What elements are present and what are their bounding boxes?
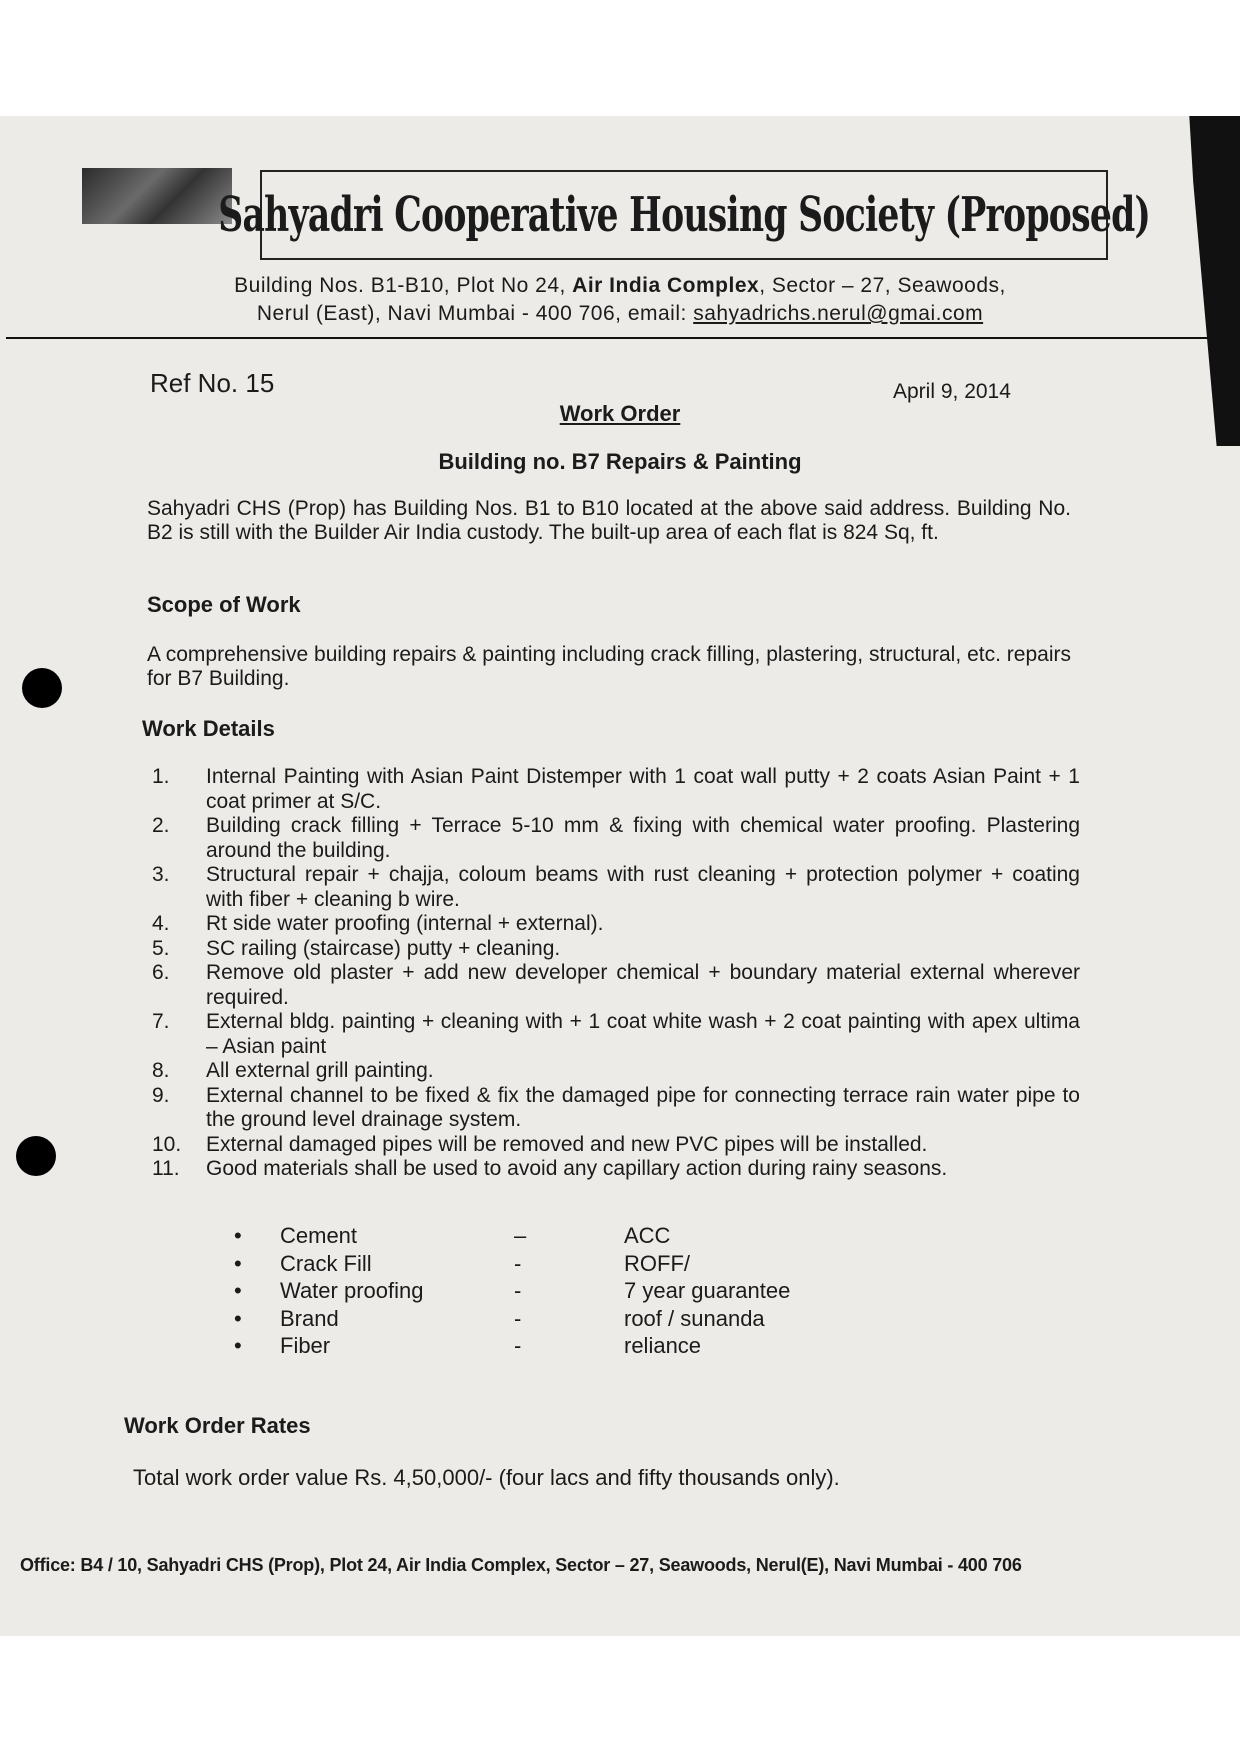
item-text: Building crack filling + Terrace 5-10 mm & fixing with chemical water proofing. Plastering around the building. <box>206 814 1080 862</box>
rates-title: Work Order Rates <box>124 1413 311 1438</box>
material-name: Fiber <box>280 1333 331 1359</box>
item-number: 9. <box>152 1083 170 1107</box>
list-item <box>140 937 1080 962</box>
material-value: roof / sunanda <box>624 1305 765 1331</box>
item-number: 3. <box>152 863 170 886</box>
list-item <box>140 814 1080 863</box>
material-name: Cement <box>280 1223 358 1248</box>
material-dash: - <box>514 1305 522 1331</box>
item-number: 8. <box>152 1059 170 1082</box>
item-text: External channel to be fixed & fix the damaged pipe for connecting terrace rain water pipe to the ground level drainage system. <box>206 1083 1080 1131</box>
material-row <box>234 1305 834 1333</box>
punch-hole-top <box>22 668 62 708</box>
bullet-icon: • <box>234 1305 242 1331</box>
item-text: SC railing (staircase) putty + cleaning. <box>206 936 561 960</box>
reference-number: Ref No. 15 <box>150 368 275 398</box>
list-item <box>140 912 1080 937</box>
list-item <box>140 1133 1080 1158</box>
list-item <box>140 1157 1080 1182</box>
punch-hole-bottom <box>16 1136 56 1176</box>
document-heading <box>0 401 1240 427</box>
material-dash: – <box>514 1223 527 1248</box>
address-complex: Air India Complex <box>572 274 760 297</box>
item-text: External damaged pipes will be removed and new PVC pipes will be installed. <box>206 1132 928 1156</box>
list-item <box>140 765 1080 814</box>
list-item <box>140 1010 1080 1059</box>
item-number: 4. <box>152 912 170 935</box>
bullet-icon: • <box>234 1278 242 1304</box>
address-line-1 <box>0 274 1240 298</box>
society-logo-image <box>82 168 232 224</box>
material-value: ACC <box>624 1223 671 1248</box>
scope-title: Scope of Work <box>147 592 301 617</box>
material-value: 7 year guarantee <box>624 1278 791 1304</box>
item-number: 10. <box>152 1132 182 1156</box>
address-part: , Sector – 27, Seawoods, <box>759 274 1006 297</box>
item-number: 1. <box>152 765 170 788</box>
item-text: All external grill painting. <box>206 1059 434 1082</box>
bullet-icon: • <box>234 1250 242 1276</box>
scope-paragraph: A comprehensive building repairs & painting including crack filling, plastering, structural, etc. repairs for B7 Building. <box>147 643 1071 690</box>
item-text: Good materials shall be used to avoid any capillary action during rainy seasons. <box>206 1157 948 1180</box>
item-text: Structural repair + chajja, coloum beams with rust cleaning + protection polymer + coating with fiber + cleaning b wire. <box>206 863 1080 911</box>
letterhead-title: Sahyadri Cooperative Housing Society (Proposed) <box>218 187 1150 243</box>
address-part: Nerul (East), Navi Mumbai - 400 706, email: <box>256 302 694 325</box>
item-number: 11. <box>152 1157 180 1180</box>
work-details-title: Work Details <box>142 716 275 741</box>
item-text: External bldg. painting + cleaning with + 1 coat white wash + 2 coat painting with apex ultima – Asian paint <box>206 1010 1080 1058</box>
list-item <box>140 863 1080 912</box>
bullet-icon: • <box>234 1223 242 1248</box>
work-details-list <box>140 765 1080 1182</box>
email-link[interactable]: sahyadrichs.nerul@gmai.com <box>693 302 984 325</box>
material-name: Crack Fill <box>280 1250 372 1276</box>
material-row <box>234 1332 834 1360</box>
material-dash: - <box>514 1250 522 1276</box>
material-dash: - <box>514 1278 522 1304</box>
item-text: Remove old plaster + add new developer chemical + boundary material external wherever required. <box>206 961 1080 1009</box>
letterhead-title-box <box>218 170 1150 260</box>
material-row <box>234 1250 834 1278</box>
bullet-icon: • <box>234 1333 242 1359</box>
document-subheading: Building no. B7 Repairs & Painting <box>438 449 802 474</box>
material-name: Water proofing <box>280 1278 424 1304</box>
material-name: Brand <box>280 1305 339 1331</box>
heading-text: Work Order <box>559 401 681 426</box>
list-item <box>140 961 1080 1010</box>
total-value: Total work order value Rs. 4,50,000/- (four lacs and fifty thousands only). <box>133 1465 840 1490</box>
document-date: April 9, 2014 <box>893 380 1011 403</box>
item-text: Rt side water proofing (internal + external). <box>206 912 604 935</box>
item-number: 6. <box>152 961 170 984</box>
office-footer: Office: B4 / 10, Sahyadri CHS (Prop), Plot 24, Air India Complex, Sector – 27, Seawoods, Nerul(E), Navi Mumbai - 400 706 <box>20 1555 1022 1575</box>
list-item <box>140 1084 1080 1133</box>
item-number: 7. <box>152 1010 170 1033</box>
material-dash: - <box>514 1333 522 1359</box>
material-row <box>234 1222 834 1250</box>
materials-list <box>234 1222 834 1360</box>
item-number: 5. <box>152 936 170 960</box>
item-text: Internal Painting with Asian Paint Distemper with 1 coat wall putty + 2 coats Asian Paint + 1 coat primer at S/C. <box>206 765 1080 813</box>
address-line-2 <box>0 302 1240 326</box>
material-value: reliance <box>624 1333 702 1359</box>
item-number: 2. <box>152 814 170 837</box>
material-row <box>234 1277 834 1305</box>
list-item <box>140 1059 1080 1084</box>
letterhead-divider <box>6 337 1236 339</box>
material-value: ROFF/ <box>624 1250 690 1276</box>
intro-paragraph: Sahyadri CHS (Prop) has Building Nos. B1 to B10 located at the above said address. Building No. B2 is still with the Builder Air India custody. The built-up area of each flat is 824 Sq, ft. <box>147 497 1071 544</box>
address-part: Building Nos. B1-B10, Plot No 24, <box>234 274 573 297</box>
